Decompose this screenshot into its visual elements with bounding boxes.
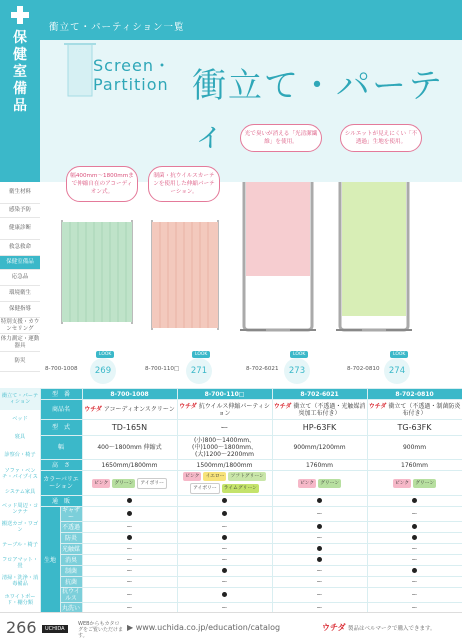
callout-4: シルエットが見えにくい「不透過」生地を使用。 bbox=[340, 124, 422, 152]
type-4: TG-63FK bbox=[367, 420, 462, 436]
feature-value: ー bbox=[272, 566, 367, 577]
product-code-1: 8-700-1008 bbox=[45, 366, 78, 372]
feature-label: 制菌 bbox=[60, 566, 82, 577]
sidebar-item-1[interactable]: 感染予防 bbox=[0, 204, 40, 218]
sidebar-item-7[interactable]: 保健指導 bbox=[0, 302, 40, 318]
label-model-no: 型 番 bbox=[40, 389, 82, 400]
feature-value: ー bbox=[82, 522, 177, 533]
feature-value: ー bbox=[367, 577, 462, 588]
height-4: 1760mm bbox=[367, 460, 462, 471]
product-code-2: 8-700-110□ bbox=[145, 366, 180, 372]
feature-value bbox=[177, 566, 272, 577]
feature-value bbox=[177, 588, 272, 603]
product-name-2: ウチダ 抗ウイルス伸縮パーティション bbox=[177, 400, 272, 420]
feature-value: ー bbox=[177, 603, 272, 614]
feature-value bbox=[367, 533, 462, 544]
feature-value: ー bbox=[177, 522, 272, 533]
sidebar-item-5[interactable]: 応急品 bbox=[0, 270, 40, 286]
width-2: (小)800〜1400mm、(中)1000〜1800mm、(大)1200〜2200mm bbox=[177, 436, 272, 460]
sidebar-item-6[interactable]: 環境衛生 bbox=[0, 286, 40, 302]
feature-value bbox=[177, 533, 272, 544]
sidebar-item-2[interactable]: 健康診断 bbox=[0, 218, 40, 240]
feature-label: 抗菌 bbox=[60, 577, 82, 588]
feature-label: 抗ウイルス bbox=[60, 588, 82, 603]
feature-value: ー bbox=[82, 577, 177, 588]
colors-1: ピンク グリーン アイボリー bbox=[82, 471, 177, 496]
spec-table bbox=[0, 388, 462, 614]
callout-3: 光で臭いが消える「光清潔繊維」を使用。 bbox=[240, 124, 322, 152]
sidebar-item-9[interactable]: 体力測定・運動器具 bbox=[0, 334, 40, 352]
catalog-url[interactable]: ▶ www.uchida.co.jp/education/catalog bbox=[127, 623, 281, 632]
common-2 bbox=[177, 496, 272, 507]
page-title: 衝立て・パーティ bbox=[192, 66, 444, 155]
sidebar-item-8[interactable]: 特別支援・カウンセリング bbox=[0, 318, 40, 334]
code-col-1: 8-700-1008 bbox=[82, 389, 177, 400]
code-col-3: 8-702-6021 bbox=[272, 389, 367, 400]
feature-value: ー bbox=[367, 555, 462, 566]
feature-value: ー bbox=[82, 603, 177, 614]
product-code-3: 8-702-6021 bbox=[246, 366, 279, 372]
footer-note: WEBからもカタログをご覧いただけます。 bbox=[78, 621, 124, 639]
feature-label: 不透過 bbox=[62, 523, 81, 531]
sidebar-low-8[interactable]: テーブル・椅子 bbox=[2, 541, 38, 548]
feature-value: ー bbox=[177, 555, 272, 566]
bellmark-note: 製品はベルマークで購入できます。 bbox=[348, 626, 436, 632]
feature-value: ー bbox=[367, 588, 462, 603]
product-code-4: 8-702-0810 bbox=[347, 366, 380, 372]
sidebar-low-9[interactable]: フロアマット・畳 bbox=[1, 556, 39, 569]
feature-value bbox=[367, 522, 462, 533]
product-name-1: ウチダ アコーディオンスクリーン bbox=[82, 400, 177, 420]
feature-label: 防炎 bbox=[60, 533, 82, 544]
callout-2: 制菌・抗ウイルスカーテンを使用した伸縮パーテーション。 bbox=[148, 166, 220, 202]
feature-value bbox=[272, 522, 367, 533]
feature-value: ー bbox=[177, 544, 272, 555]
label-fabric-group: 生地 bbox=[40, 507, 60, 614]
page-ref-2[interactable]: 271 bbox=[186, 358, 212, 384]
sidebar-low-5[interactable]: システム家具 bbox=[4, 488, 36, 495]
title-english: Screen・ Partition bbox=[93, 56, 172, 94]
sidebar-low-1[interactable]: ベッド bbox=[12, 415, 28, 422]
feature-value: ー bbox=[367, 507, 462, 522]
product-photo-1 bbox=[62, 220, 132, 324]
feature-value: ー bbox=[272, 577, 367, 588]
type-3: HP-63FK bbox=[272, 420, 367, 436]
sidebar-low-3[interactable]: 診察台・椅子 bbox=[4, 451, 36, 458]
look-badge-2[interactable]: LOOK bbox=[192, 351, 210, 358]
colors-4: ピンク グリーン bbox=[367, 471, 462, 496]
plus-icon bbox=[11, 6, 29, 24]
product-photo-3 bbox=[240, 182, 316, 330]
sidebar-item-active[interactable]: 保健室備品 bbox=[0, 256, 40, 270]
height-1: 1650mm/1800mm bbox=[82, 460, 177, 471]
feature-value bbox=[272, 555, 367, 566]
label-height: 高 さ bbox=[40, 460, 82, 471]
feature-value bbox=[367, 566, 462, 577]
common-4 bbox=[367, 496, 462, 507]
feature-value: ー bbox=[82, 544, 177, 555]
product-name-4: ウチダ 衝立て（不透過・制菌防炎布付き） bbox=[367, 400, 462, 420]
label-width: 幅 bbox=[40, 436, 82, 460]
maker-logo: UCHIDA bbox=[42, 625, 68, 633]
page-ref-4[interactable]: 274 bbox=[384, 358, 410, 384]
feature-value: ー bbox=[367, 603, 462, 614]
sidebar-low-6[interactable]: ベッド周辺・コンテナ bbox=[1, 502, 39, 515]
label-product: 商品名 bbox=[40, 400, 82, 420]
common-3 bbox=[272, 496, 367, 507]
feature-value: ー bbox=[177, 577, 272, 588]
feature-value bbox=[82, 507, 177, 522]
sidebar-title: 保 健 室 備 品 bbox=[13, 30, 27, 114]
sidebar-low-2[interactable]: 寝具 bbox=[14, 433, 26, 440]
colors-2: ピンク イエロー ソフトグリーンアイボリー ライムグリーン bbox=[177, 471, 272, 496]
sidebar-low-7[interactable]: 搬送カゴ・ワゴン bbox=[1, 520, 39, 533]
colors-3: ピンク グリーン bbox=[272, 471, 367, 496]
sidebar-low-11[interactable]: ホワイトボード・棚分類 bbox=[4, 593, 36, 606]
feature-value: ー bbox=[272, 533, 367, 544]
code-col-2: 8-700-110□ bbox=[177, 389, 272, 400]
feature-label: 消臭 bbox=[60, 555, 82, 566]
common-1 bbox=[82, 496, 177, 507]
label-color: カラーバリエーション bbox=[40, 471, 82, 496]
label-common: 通 販 bbox=[40, 496, 82, 507]
label-type: 型 式 bbox=[40, 420, 82, 436]
sidebar-low-4[interactable]: ソファ・ベンチ・パイプイス bbox=[2, 467, 38, 480]
page-ref-3[interactable]: 273 bbox=[284, 358, 310, 384]
page-number: 266 bbox=[6, 618, 37, 637]
sidebar-item-3[interactable]: 救急救命 bbox=[0, 240, 40, 256]
sidebar-low-0[interactable]: 衝立て・パーティション bbox=[0, 388, 40, 410]
brand-mark: ウチダ bbox=[322, 623, 346, 632]
feature-label: 丸洗い bbox=[62, 604, 81, 612]
feature-value: ー bbox=[367, 544, 462, 555]
code-col-4: 8-702-0810 bbox=[367, 389, 462, 400]
product-photo-4 bbox=[336, 182, 412, 330]
sidebar-low-10[interactable]: 清掃・洗浄・消毒備品 bbox=[1, 574, 39, 587]
product-photo-2 bbox=[152, 220, 218, 330]
feature-value: ー bbox=[272, 603, 367, 614]
width-1: 400〜1800mm 伸縮式 bbox=[82, 436, 177, 460]
feature-label: ギャザー bbox=[62, 507, 81, 521]
feature-value: ー bbox=[272, 588, 367, 603]
sidebar-item-0[interactable]: 衛生材料 bbox=[0, 182, 40, 204]
feature-value: ー bbox=[82, 566, 177, 577]
feature-value bbox=[82, 533, 177, 544]
type-2: ー bbox=[177, 420, 272, 436]
feature-value: ー bbox=[272, 507, 367, 522]
page-ref-1[interactable]: 269 bbox=[90, 358, 116, 384]
sidebar-header bbox=[0, 0, 40, 182]
feature-value: ー bbox=[82, 555, 177, 566]
sidebar-item-10[interactable]: 防災 bbox=[0, 352, 40, 372]
callout-1: 幅400mm〜1800mmまで伸縮自在のアコーディオン式。 bbox=[66, 166, 138, 202]
type-1: TD-165N bbox=[82, 420, 177, 436]
feature-label: 光触媒 bbox=[62, 545, 81, 553]
width-3: 900mm/1200mm bbox=[272, 436, 367, 460]
look-badge-1[interactable]: LOOK bbox=[96, 351, 114, 358]
height-2: 1500mm/1800mm bbox=[177, 460, 272, 471]
height-3: 1760mm bbox=[272, 460, 367, 471]
feature-value bbox=[272, 544, 367, 555]
feature-value: ー bbox=[82, 588, 177, 603]
product-name-3: ウチダ 衝立て（不透過・光触媒消臭加工布付き） bbox=[272, 400, 367, 420]
breadcrumb: 衝立て・パーティション一覧 bbox=[49, 22, 185, 33]
width-4: 900mm bbox=[367, 436, 462, 460]
look-badge-3[interactable]: LOOK bbox=[290, 351, 308, 358]
look-badge-4[interactable]: LOOK bbox=[390, 351, 408, 358]
feature-value bbox=[177, 507, 272, 522]
